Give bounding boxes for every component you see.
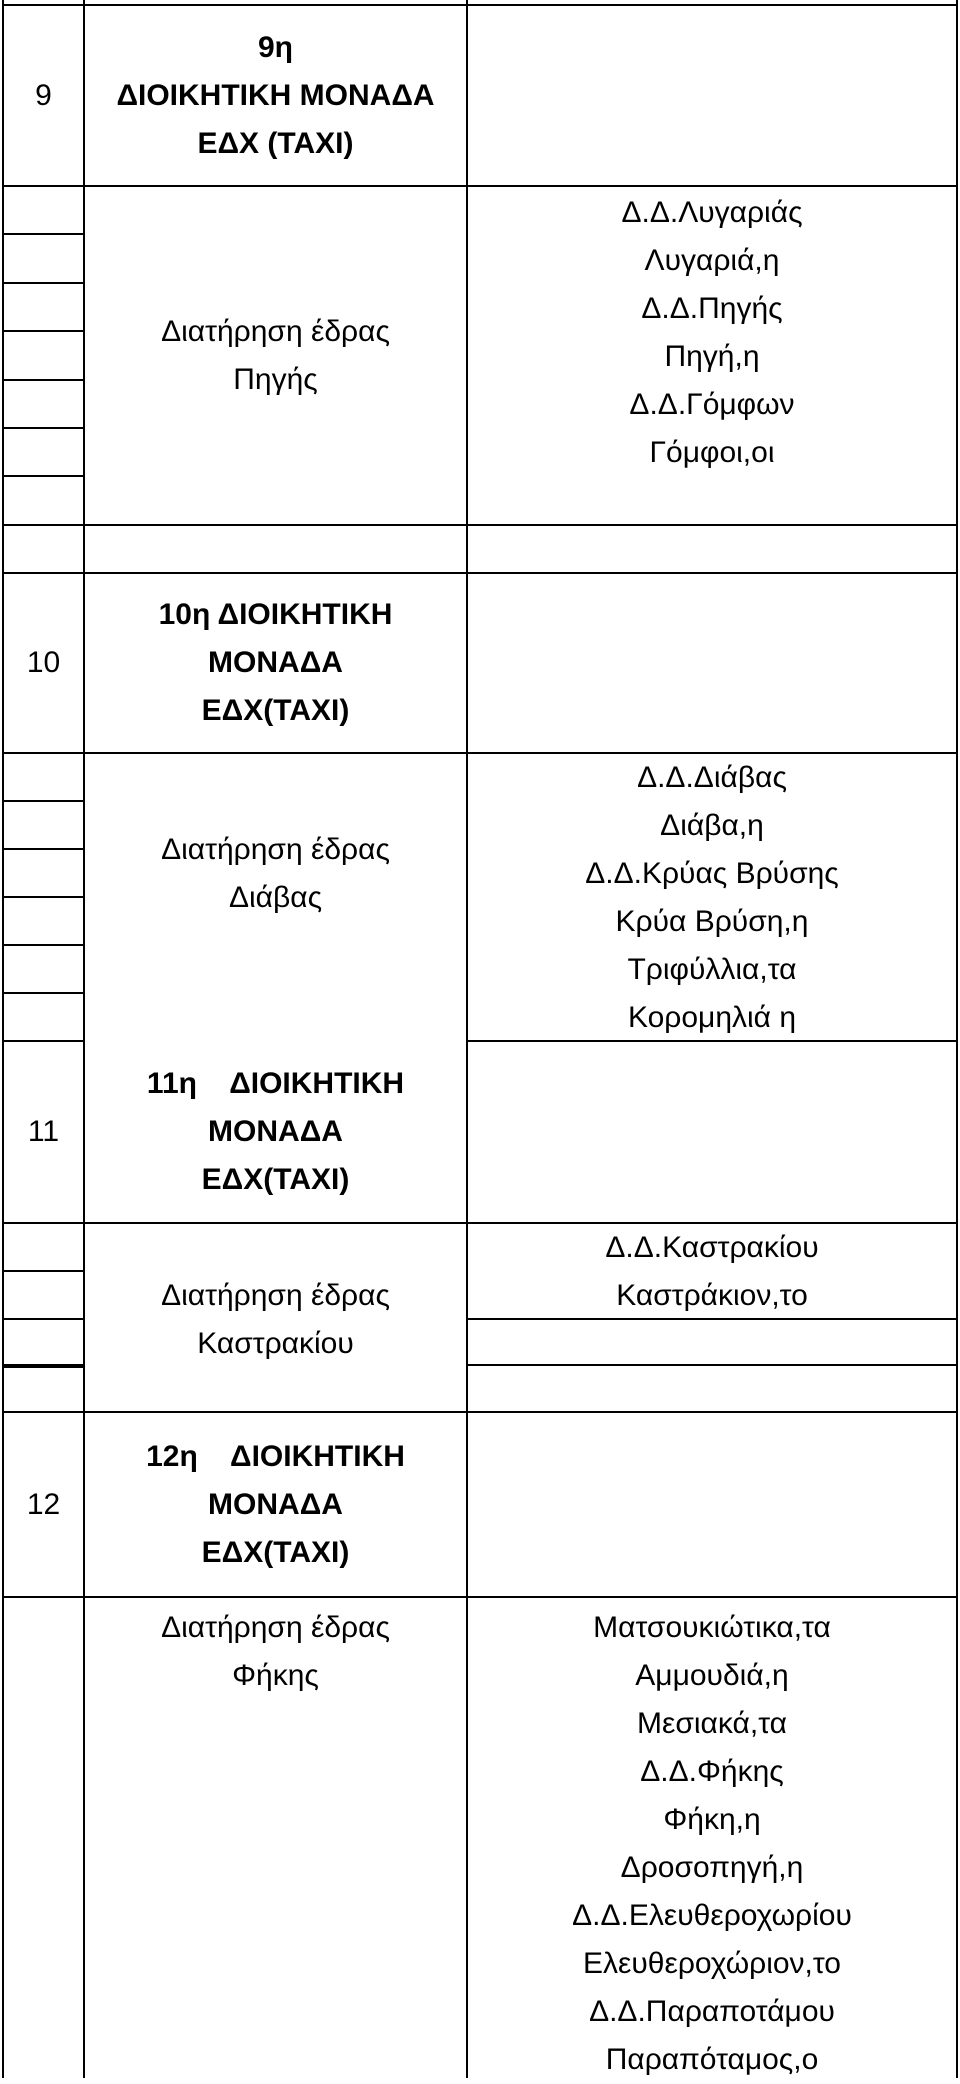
- sub-row-line: [2, 427, 84, 429]
- area-item: Δ.Δ.Παραποτάμου: [589, 1995, 835, 2028]
- area-item: Πηγή,η: [664, 340, 760, 373]
- area-item: Δ.Δ.Γόμφων: [629, 388, 795, 421]
- area-item: Ελευθεροχώριον,το: [582, 1947, 841, 1980]
- sub-row-line: [2, 475, 84, 477]
- task-line: Διατήρηση έδρας: [161, 1279, 390, 1312]
- unit-title-line: ΕΔΧ(ΤΑΧΙ): [201, 1163, 350, 1196]
- task-line: Φήκης: [232, 1659, 319, 1692]
- unit-title-line: 12η ΔΙΟΙΚΗΤΙΚΗ: [146, 1439, 405, 1473]
- unit-title-line: ΕΔΧ(ΤΑΧΙ): [201, 694, 350, 727]
- sub-row-line: [2, 1364, 84, 1366]
- sub-row-line: [2, 1366, 84, 1368]
- table-border-left: [2, 0, 4, 2078]
- area-item: Δ.Δ.Πηγής: [641, 292, 783, 325]
- table-border-right: [956, 0, 958, 2078]
- sub-row-line: [2, 848, 84, 850]
- task-line: Πηγής: [233, 362, 318, 396]
- area-item: Δ.Δ.Διάβας: [637, 761, 787, 794]
- unit-title-line: ΕΔΧ (ΤΑΧΙ): [197, 126, 354, 160]
- area-item: Δ.Δ.Ελευθεροχωρίου: [572, 1899, 852, 1932]
- area-item: Δ.Δ.Καστρακίου: [605, 1231, 819, 1264]
- task-line: Διατήρηση έδρας: [161, 314, 390, 348]
- unit-title-11: [85, 1042, 466, 1222]
- area-item: Δ.Δ.Λυγαριάς: [621, 196, 803, 229]
- sub-row-line: [2, 379, 84, 381]
- areas-cell-9: [468, 189, 956, 524]
- areas-cell-12: [468, 1604, 956, 2078]
- area-item: Αμμουδιά,η: [635, 1659, 789, 1692]
- task-cell-12: [85, 1604, 466, 1704]
- area-item: Κρύα Βρύση,η: [615, 905, 809, 938]
- unit-title-10: [85, 574, 466, 752]
- unit-title-line: ΔΙΟΙΚΗΤΙΚΗ ΜΟΝΑΔΑ: [116, 78, 435, 112]
- sub-row-line: [466, 1364, 958, 1366]
- task-line: Διατήρηση έδρας: [161, 1611, 390, 1644]
- unit-title-line: ΕΔΧ(ΤΑΧΙ): [201, 1535, 350, 1569]
- area-item: Διάβα,η: [660, 809, 764, 842]
- row-number-11: 11: [27, 1115, 60, 1148]
- task-cell-11: [85, 1272, 466, 1372]
- row-divider: [2, 1596, 958, 1598]
- area-item: Δ.Δ.Κρύας Βρύσης: [585, 857, 839, 890]
- area-item: Φήκη,η: [663, 1803, 761, 1836]
- unit-title-line: 9η: [257, 30, 293, 64]
- area-item: Λυγαριά,η: [644, 244, 780, 277]
- unit-title-line: ΜΟΝΑΔΑ: [208, 1487, 343, 1521]
- sub-row-line: [2, 282, 84, 284]
- area-item: Ματσουκιώτικα,τα: [593, 1611, 831, 1644]
- task-cell-9: [85, 187, 466, 524]
- row-divider: [2, 524, 958, 526]
- sub-row-line: [2, 800, 84, 802]
- area-item: Μεσιακά,τα: [637, 1707, 787, 1740]
- row-number-10: 10: [26, 646, 61, 679]
- sub-row-line: [2, 233, 84, 235]
- area-item: Κορομηλιά η: [627, 1001, 797, 1034]
- task-line: Διάβας: [228, 881, 323, 914]
- sub-row-line: [2, 1318, 84, 1320]
- area-item: Παραπόταμος,ο: [605, 2043, 819, 2076]
- unit-title-9: [85, 6, 466, 185]
- area-item: Καστράκιον,το: [616, 1279, 808, 1312]
- task-line: Διατήρηση έδρας: [161, 833, 390, 866]
- sub-row-line: [2, 896, 84, 898]
- sub-row-line: [2, 1270, 84, 1272]
- areas-cell-11: [468, 1224, 956, 1320]
- unit-title-line: ΜΟΝΑΔΑ: [208, 646, 343, 679]
- sub-row-line: [2, 944, 84, 946]
- area-item: Τριφύλλια,τα: [627, 953, 797, 986]
- row-number-9: 9: [35, 78, 52, 112]
- area-item: Δροσοπηγή,η: [620, 1851, 804, 1884]
- unit-title-line: ΜΟΝΑΔΑ: [208, 1115, 343, 1148]
- sub-row-line: [2, 992, 84, 994]
- task-line: Καστρακίου: [197, 1327, 354, 1360]
- area-item: Γόμφοι,οι: [649, 436, 775, 469]
- sub-row-line: [2, 330, 84, 332]
- area-item: Δ.Δ.Φήκης: [640, 1755, 784, 1788]
- areas-cell-10: [468, 754, 956, 1046]
- unit-title-12: [85, 1413, 466, 1596]
- unit-title-line: 10η ΔΙΟΙΚΗΤΙΚΗ: [158, 598, 393, 631]
- task-cell-10: [85, 826, 466, 926]
- unit-title-line: 11η ΔΙΟΙΚΗΤΙΚΗ: [146, 1067, 405, 1100]
- row-number-12: 12: [26, 1487, 61, 1521]
